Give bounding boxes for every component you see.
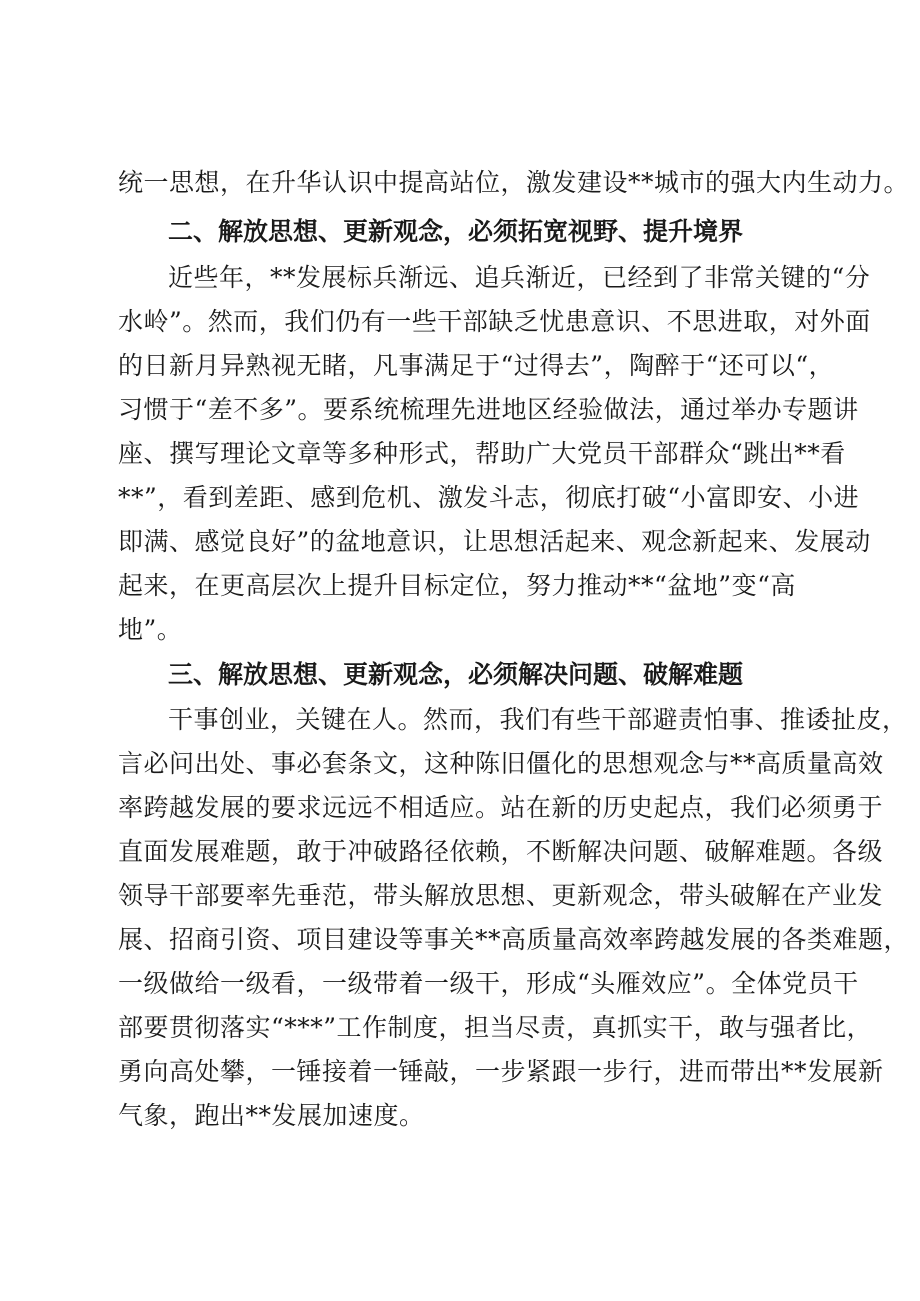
body-line: 的日新月异熟视无睹，凡事满足于“过得去”，陶醉于“还可以“， bbox=[118, 351, 835, 380]
section-heading-3: 三、解放思想、更新观念，必须解决问题、破解难题 bbox=[168, 660, 744, 689]
body-line: 率跨越发展的要求远远不相适应。站在新的历史起点，我们必须勇于 bbox=[118, 793, 884, 822]
body-line: 统一思想，在升华认识中提高站位，激发建设**城市的强大内生动力。 bbox=[118, 168, 910, 197]
body-line: 即满、感觉良好”的盆地意识，让思想活起来、观念新起来、发展动 bbox=[118, 527, 871, 556]
body-line: 一级做给一级看，一级带着一级干，形成“头雁效应”。全体党员干 bbox=[118, 969, 859, 998]
body-line: 近些年，**发展标兵渐远、追兵渐近，已经到了非常关键的“分 bbox=[168, 263, 871, 292]
body-line: 气象，跑出**发展加速度。 bbox=[118, 1101, 425, 1130]
body-line: 座、撰写理论文章等多种形式，帮助广大党员干部群众“跳出**看 bbox=[118, 439, 846, 468]
section-heading-2: 二、解放思想、更新观念，必须拓宽视野、提升境界 bbox=[168, 217, 744, 246]
body-line: 领导干部要率先垂范，带头解放思想、更新观念，带头破解在产业发 bbox=[118, 881, 884, 910]
body-line: 习惯于“差不多”。要系统梳理先进地区经验做法，通过举办专题讲 bbox=[118, 395, 859, 424]
body-line: 部要贯彻落实“***”工作制度，担当尽责，真抓实干，敢与强者比， bbox=[118, 1013, 873, 1042]
body-line: 地”。 bbox=[118, 615, 183, 644]
body-line: 展、招商引资、项目建设等事关**高质量高效率跨越发展的各类难题， bbox=[118, 925, 910, 954]
body-line: 言必问出处、事必套条文，这种陈旧僵化的思想观念与**高质量高效 bbox=[118, 749, 884, 778]
body-line: 起来，在更高层次上提升目标定位，努力推动**“盆地”变“高 bbox=[118, 571, 796, 600]
body-line: 勇向高处攀，一锤接着一锤敲，一步紧跟一步行，进而带出**发展新 bbox=[118, 1057, 884, 1086]
body-line: 水岭”。然而，我们仍有一些干部缺乏忧患意识、不思进取，对外面 bbox=[118, 307, 871, 336]
body-line: 干事创业，关键在人。然而，我们有些干部避责怕事、推诿扯皮， bbox=[168, 705, 908, 734]
body-line: 直面发展难题，敢于冲破路径依赖，不断解决问题、破解难题。各级 bbox=[118, 837, 884, 866]
body-line: **”，看到差距、感到危机、激发斗志，彻底打破“小富即安、小进 bbox=[118, 483, 860, 512]
